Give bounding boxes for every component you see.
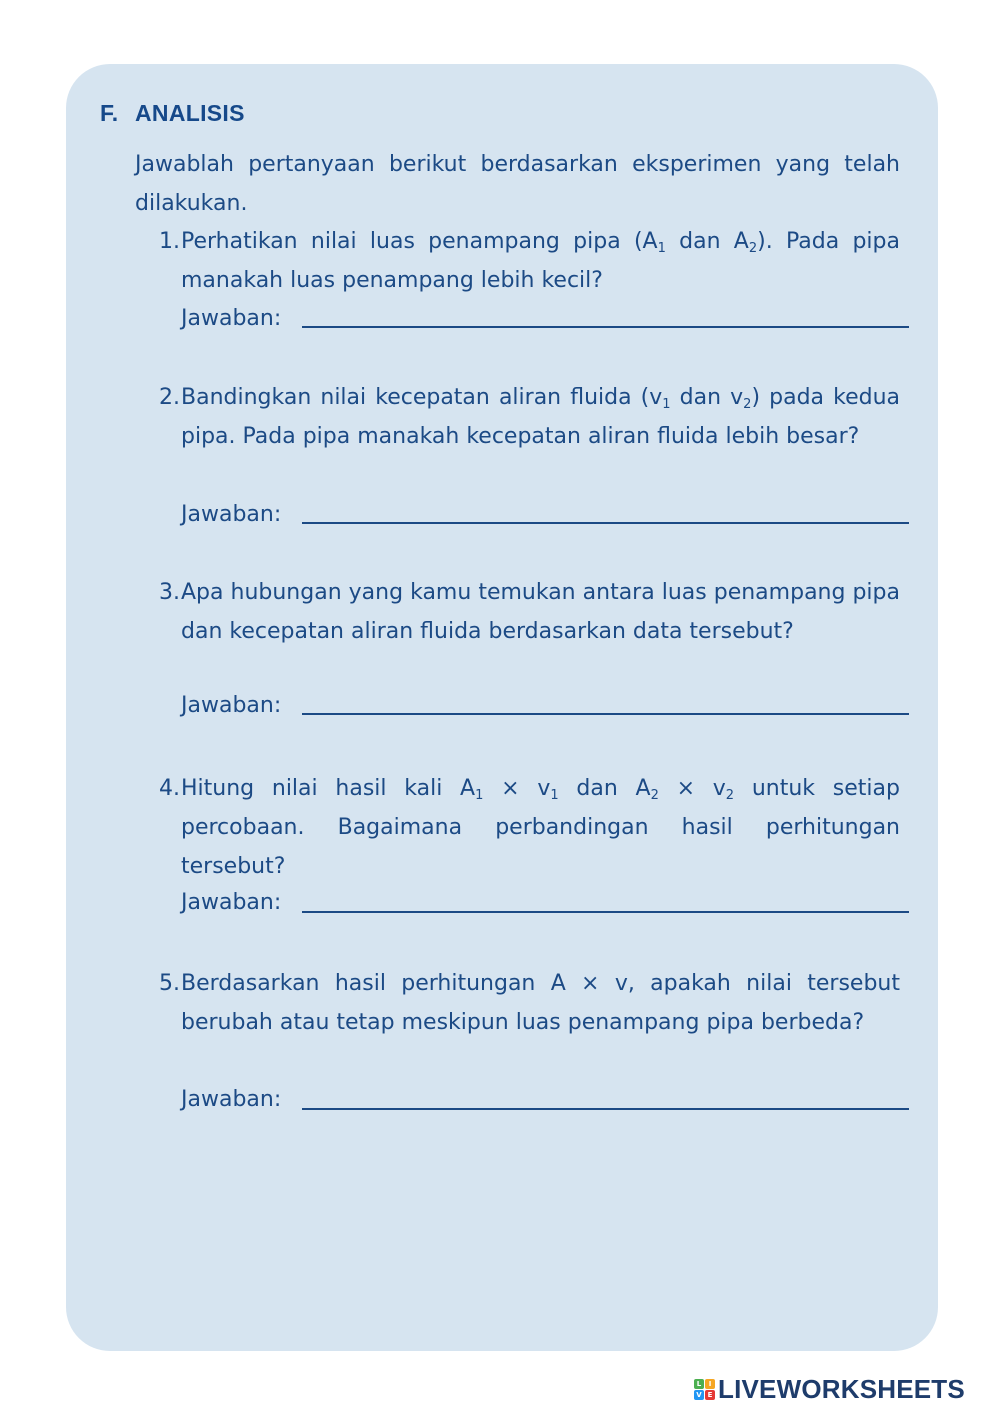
question-text: Berdasarkan hasil perhitungan A × v, apakah nilai tersebut berubah atau tetap meskipun luas penampang pipa berbeda? xyxy=(181,971,900,1035)
answer-label: Jawaban: xyxy=(181,890,282,915)
answer-input-line[interactable] xyxy=(302,522,909,524)
question-text: Apa hubungan yang kamu temukan antara luas penampang pipa dan kecepatan aliran fluida berdasarkan data tersebut? xyxy=(181,580,900,644)
liveworksheets-icon xyxy=(694,1379,715,1400)
question-number: 4. xyxy=(159,776,180,801)
liveworksheets-logo[interactable] xyxy=(694,1372,965,1406)
logo-tile: I xyxy=(705,1379,715,1389)
answer-input-line[interactable] xyxy=(302,713,909,715)
question-number: 3. xyxy=(159,580,180,605)
logo-tile: L xyxy=(694,1379,704,1389)
section-title: ANALISIS xyxy=(135,100,245,126)
question-number: 5. xyxy=(159,971,180,996)
answer-label: Jawaban: xyxy=(181,1087,282,1112)
logo-tile: V xyxy=(694,1390,704,1400)
brand-name: LIVEWORKSHEETS xyxy=(718,1373,965,1404)
question-number: 2. xyxy=(159,385,180,410)
answer-label: Jawaban: xyxy=(181,693,282,718)
section-letter: F. xyxy=(100,100,119,126)
answer-input-line[interactable] xyxy=(302,326,909,328)
section-intro: Jawablah pertanyaan berikut berdasarkan eksperimen yang telah dilakukan. xyxy=(135,152,900,216)
question-number: 1. xyxy=(159,229,180,254)
logo-tile: E xyxy=(705,1390,715,1400)
question-text: Perhatikan nilai luas penampang pipa ($A_1$ dan $A_2$). Pada pipa manakah luas penampang lebih kecil? xyxy=(181,229,900,293)
answer-input-line[interactable] xyxy=(302,911,909,913)
question-text: Bandingkan nilai kecepatan aliran fluida ($v_1$ dan $v_2$) pada kedua pipa. Pada pipa manakah kecepatan aliran fluida lebih besar? xyxy=(181,385,901,449)
answer-label: Jawaban: xyxy=(181,306,282,331)
question-text: Hitung nilai hasil kali $A_1 \times v_1$ dan $A_2 \times v_2$ untuk setiap percobaan. Bagaimana perbandingan hasil perhitungan tersebut? xyxy=(181,776,900,879)
answer-input-line[interactable] xyxy=(302,1108,909,1110)
answer-label: Jawaban: xyxy=(181,502,282,527)
